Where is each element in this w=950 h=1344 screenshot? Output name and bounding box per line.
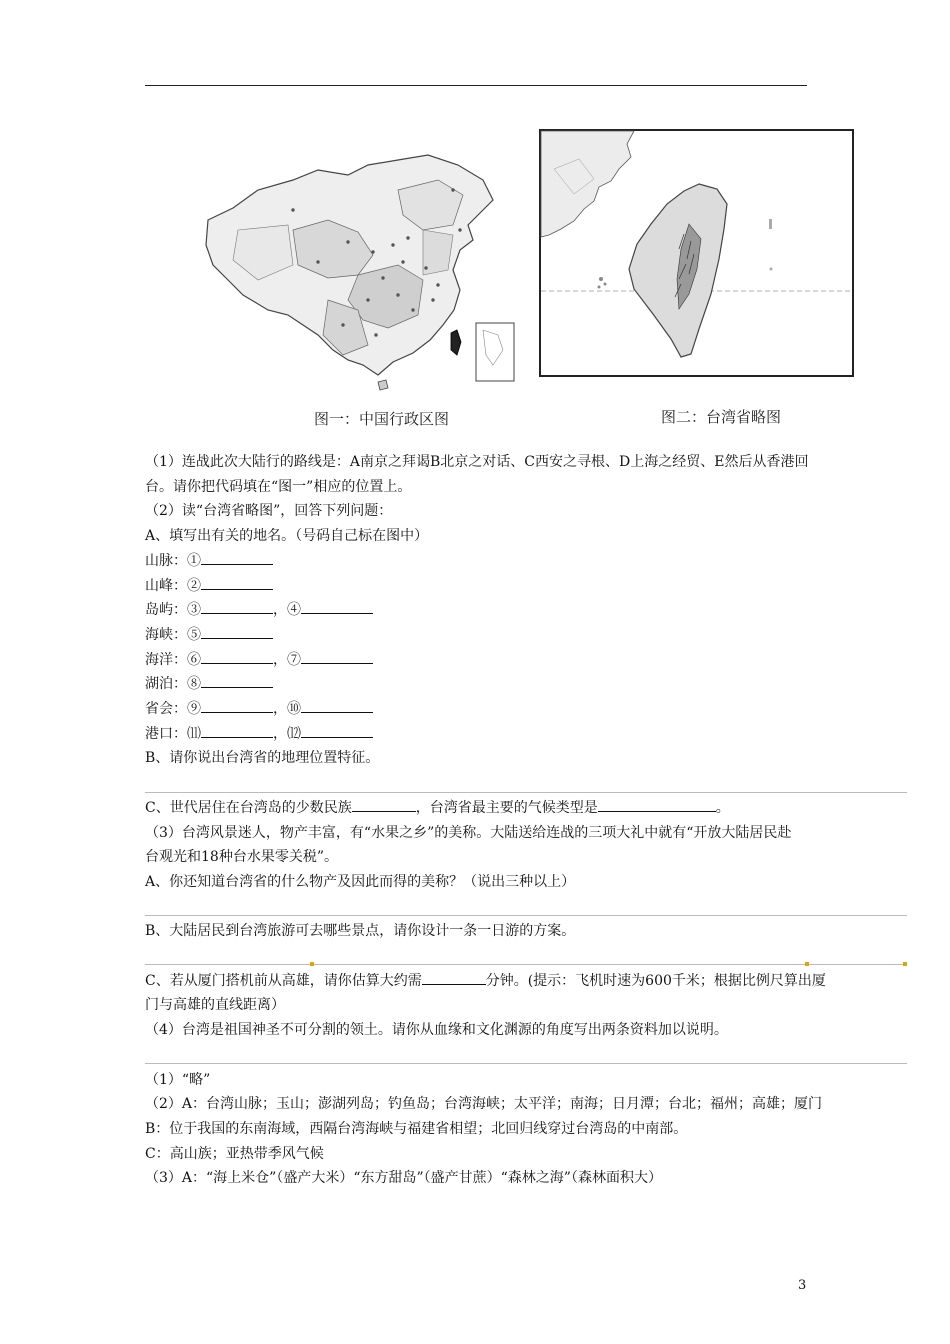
- answer-blank[interactable]: [201, 723, 273, 738]
- answer-blank[interactable]: [201, 673, 273, 688]
- answer-line[interactable]: [145, 964, 907, 965]
- question-body: [145, 450, 915, 1191]
- q3-line1: （3）台湾风景迷人，物产丰富，有“水果之乡”的美称。大陆送给连战的三项大礼中就有“开放大陆居民赴: [145, 824, 792, 841]
- answer-blank[interactable]: [598, 797, 716, 812]
- q1-line1: （1）连战此次大陆行的路线是：A南京之拜谒B北京之对话、C西安之寻根、D上海之经贸、E然后从香港回: [145, 454, 809, 470]
- row-mountain: 山脉：①: [145, 549, 915, 574]
- q3-b: B、大陆居民到台湾旅游可去哪些景点，请你设计一条一日游的方案。: [145, 923, 576, 940]
- mark-dot: [805, 962, 809, 966]
- taiwan-sketch-map: [539, 129, 855, 379]
- answer-2c: C：高山族；亚热带季风气候: [145, 1145, 324, 1162]
- mark-dot: [903, 962, 907, 966]
- mark-dot: [310, 962, 314, 966]
- q1-line2: 台。请你把代码填在“图一”相应的位置上。: [145, 478, 412, 495]
- q3-a: A、你还知道台湾省的什么物产及因此而得的美称？（说出三种以上）: [145, 873, 576, 890]
- hainan-island: [378, 380, 388, 390]
- page-number: 3: [798, 1278, 807, 1293]
- q2-a-title: A、填写出有关的地名。（号码自己标在图中）: [145, 528, 429, 545]
- answer-line[interactable]: [145, 915, 907, 916]
- answer-blank[interactable]: [301, 698, 373, 713]
- answer-blank[interactable]: [301, 649, 373, 664]
- row-capital: 省会：⑨ ，⑩: [145, 697, 915, 722]
- answer-2b: B：位于我国的东南海域，西隔台湾海峡与福建省相望；北回归线穿过台湾岛的中南部。: [145, 1120, 688, 1137]
- answer-line[interactable]: [145, 792, 907, 793]
- answer-line[interactable]: [145, 1063, 907, 1064]
- header-rule: [145, 85, 807, 86]
- answer-blank[interactable]: [201, 649, 273, 664]
- answer-blank[interactable]: [352, 797, 416, 812]
- q4-line1: （4）台湾是祖国神圣不可分割的领土。请你从血缘和文化渊源的角度写出两条资料加以说明。: [145, 1022, 728, 1039]
- figure2-caption: 图二：台湾省略图: [661, 408, 782, 426]
- answer-blank[interactable]: [201, 550, 273, 565]
- q3-c-line1: C、若从厦门搭机前从高雄，请你估算大约需 分钟。(提示：飞机时速为600千米；根据比例尺算出厦: [145, 969, 915, 994]
- figure1-caption: 图一：中国行政区图: [314, 410, 450, 428]
- answer-blank[interactable]: [201, 575, 273, 590]
- row-lake: 湖泊：⑧: [145, 672, 915, 697]
- row-port: 港口：⑾ ，⑿: [145, 722, 915, 747]
- q3-line2: 台观光和18种台水果零关税”。: [145, 849, 338, 866]
- answer-1: （1）“略”: [145, 1071, 211, 1088]
- answer-blank[interactable]: [201, 698, 273, 713]
- q3-c-line2: 门与高雄的直线距离）: [145, 997, 285, 1014]
- china-admin-map: [198, 150, 523, 395]
- answer-2: （2）A：台湾山脉；玉山；澎湖列岛；钓鱼岛；台湾海峡；太平洋；南海；日月潭；台北；福州；高雄；厦门: [145, 1096, 823, 1113]
- row-strait: 海峡：⑤: [145, 623, 915, 648]
- answer-3: （3）A：“海上米仓”（盛产大米）“东方甜岛”（盛产甘蔗）“森林之海”（森林面积大）: [145, 1170, 662, 1187]
- south-china-sea-inset: [476, 323, 514, 381]
- answer-blank[interactable]: [422, 970, 486, 985]
- q2-c-line: C、世代居住在台湾岛的少数民族 ，台湾省最主要的气候类型是 。: [145, 796, 915, 821]
- q2-b-title: B、请你说出台湾省的地理位置特征。: [145, 750, 380, 767]
- row-ocean: 海洋：⑥ ，⑦: [145, 648, 915, 673]
- answer-blank[interactable]: [201, 624, 273, 639]
- answer-blank[interactable]: [301, 599, 373, 614]
- row-peak: 山峰：②: [145, 574, 915, 599]
- row-island: 岛屿：③ ，④: [145, 598, 915, 623]
- answer-blank[interactable]: [301, 723, 373, 738]
- q2-intro: （2）读“台湾省略图”，回答下列问题：: [145, 503, 393, 520]
- answer-blank[interactable]: [201, 599, 273, 614]
- taiwan-highlight: [451, 330, 461, 355]
